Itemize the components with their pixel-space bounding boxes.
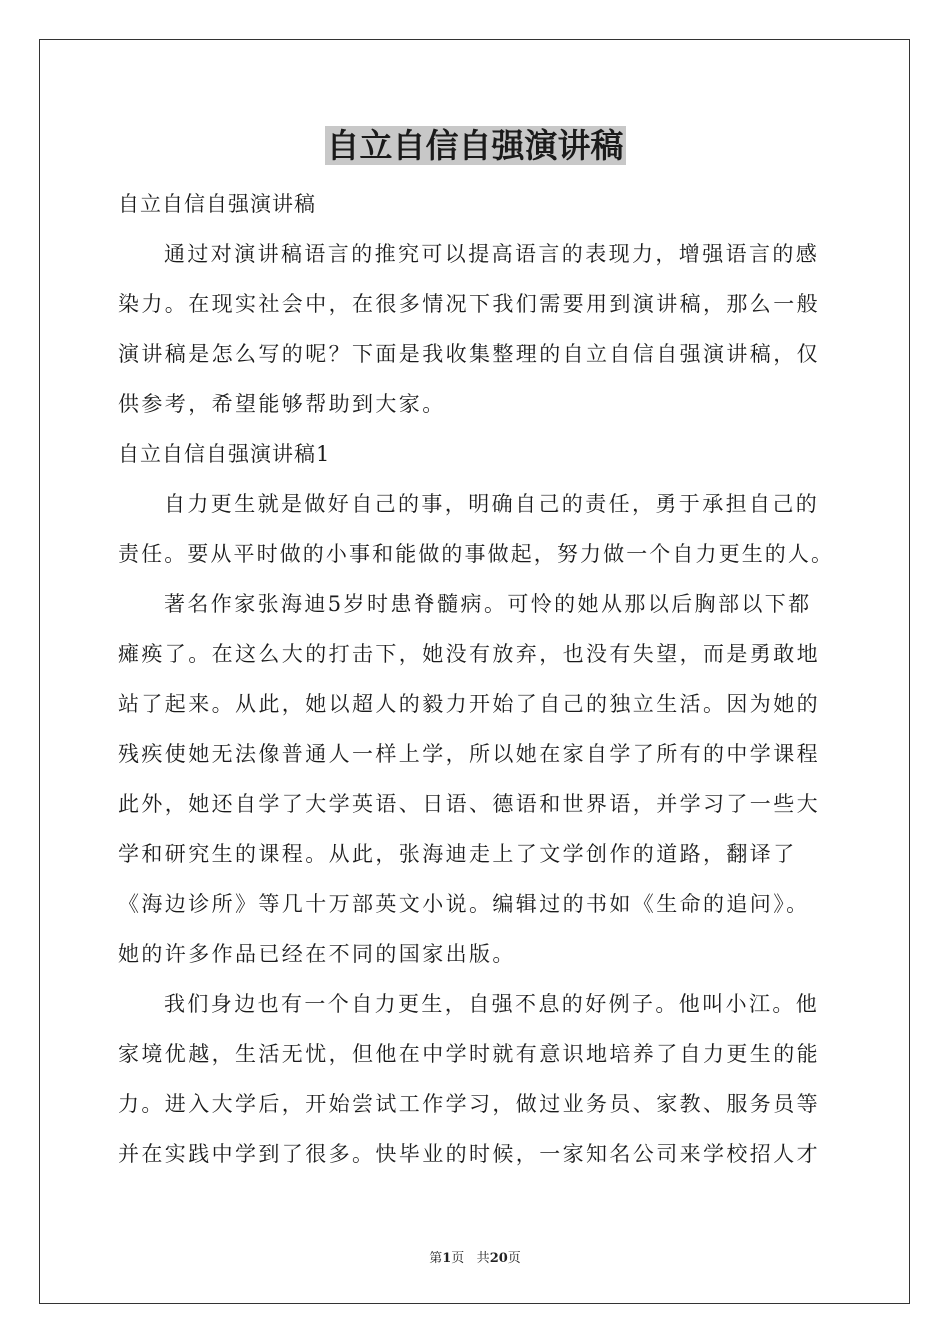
paragraph-line: 自力更生就是做好自己的事，明确自己的责任，勇于承担自己的 — [164, 492, 820, 516]
paragraph-line: 残疾使她无法像普通人一样上学，所以她在家自学了所有的中学课程 — [118, 742, 820, 766]
footer-total-pages: 20 — [489, 1251, 508, 1266]
paragraph-line: 学和研究生的课程。从此，张海迪走上了文学创作的道路，翻译了 — [118, 842, 797, 866]
paragraph-line: 此外，她还自学了大学英语、日语、德语和世界语，并学习了一些大 — [118, 792, 820, 816]
paragraph-line: 家境优越，生活无忧，但他在中学时就有意识地培养了自力更生的能 — [118, 1042, 820, 1066]
section-heading: 自立自信自强演讲稿 — [118, 192, 316, 216]
section-heading: 自立自信自强演讲稿1 — [118, 442, 331, 466]
paragraph-line: 站了起来。从此，她以超人的毅力开始了自己的独立生活。因为她的 — [118, 692, 820, 716]
paragraph-line: 我们身边也有一个自力更生，自强不息的好例子。他叫小江。他 — [164, 992, 820, 1016]
footer-prefix: 第 — [429, 1251, 443, 1266]
paragraph-line: 供参考，希望能够帮助到大家。 — [118, 392, 446, 416]
paragraph-line: 《海边诊所》等几十万部英文小说。编辑过的书如《生命的追问》。 — [118, 892, 810, 916]
paragraph-line: 著名作家张海迪5岁时患脊髓病。可怜的她从那以后胸部以下都 — [164, 592, 812, 616]
footer-page-word: 页 — [451, 1251, 465, 1266]
paragraph-line: 并在实践中学到了很多。快毕业的时候，一家知名公司来学校招人才 — [118, 1142, 820, 1166]
paragraph-line: 责任。要从平时做的小事和能做的事做起，努力做一个自力更生的人。 — [118, 542, 835, 566]
document-title-text: 自立自信自强演讲稿 — [326, 126, 624, 165]
page-footer — [0, 1247, 950, 1266]
paragraph-line: 染力。在现实社会中，在很多情况下我们需要用到演讲稿，那么一般 — [118, 292, 820, 316]
paragraph-line: 力。进入大学后，开始尝试工作学习，做过业务员、家教、服务员等 — [118, 1092, 820, 1116]
paragraph-line: 通过对演讲稿语言的推究可以提高语言的表现力，增强语言的感 — [164, 242, 820, 266]
paragraph-line: 演讲稿是怎么写的呢？下面是我收集整理的自立自信自强演讲稿，仅 — [118, 342, 820, 366]
footer-total-prefix: 共 — [476, 1251, 490, 1266]
paragraph-line: 瘫痪了。在这么大的打击下，她没有放弃，也没有失望，而是勇敢地 — [118, 642, 820, 666]
footer-total-suffix: 页 — [507, 1251, 521, 1266]
document-body — [118, 179, 834, 1179]
footer-current-page: 1 — [442, 1251, 452, 1266]
document-title — [0, 122, 950, 170]
paragraph-line: 她的许多作品已经在不同的国家出版。 — [118, 942, 516, 966]
